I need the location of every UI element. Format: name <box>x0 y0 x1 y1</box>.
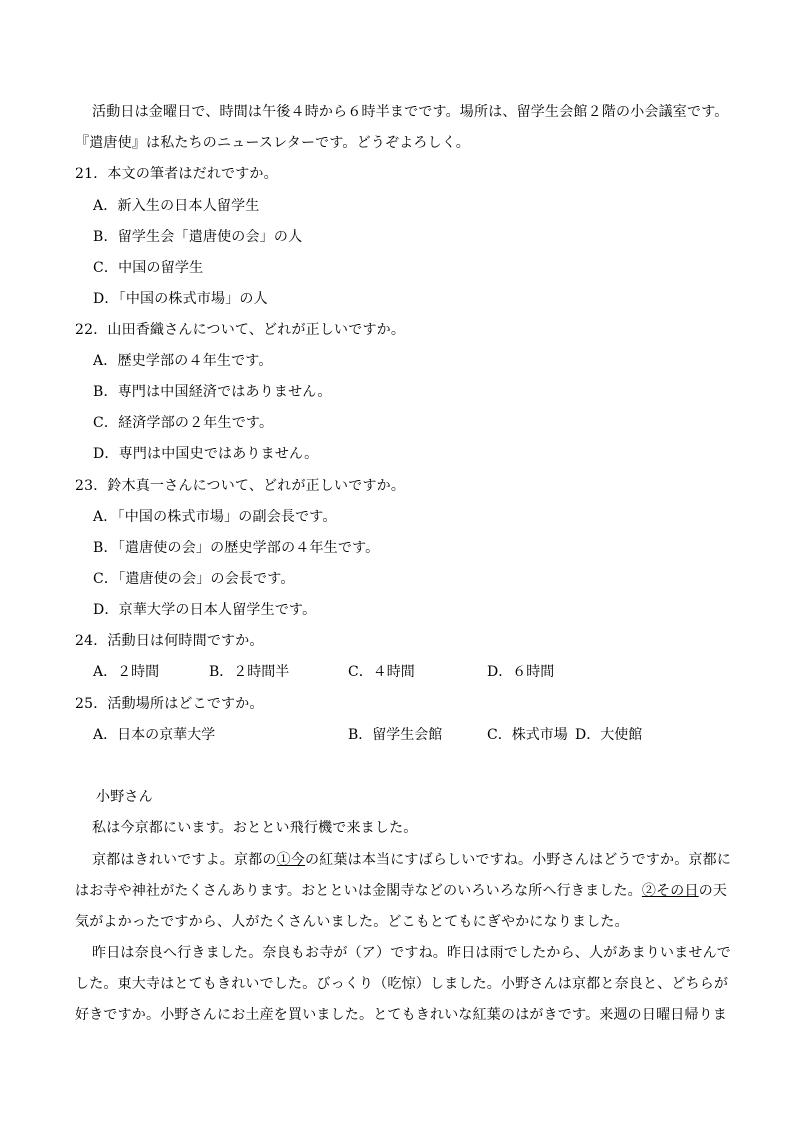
question-25-stem: 25．活動場所はどこですか。 <box>75 696 264 712</box>
question-21-stem: 21．本文の筆者はだれですか。 <box>75 166 278 182</box>
letter-paragraph-1: 私は今京都にいます。おととい飛行機で来ました。 <box>92 820 418 836</box>
letter-text: の紅葉は本当にすばらしいですね。小野さんはどうですか。京都に <box>305 852 732 868</box>
question-25-option-b: B．留学生会館 <box>348 727 443 743</box>
letter-text: はお寺や神社がたくさんあります。おとといは金閣寺などのいろいろな所へ行きました。 <box>75 883 642 899</box>
intro-line-1: 活動日は金曜日で、時間は午後４時から６時半までです。場所は、留学生会館２階の小会議室です。 <box>92 104 729 120</box>
question-24-option-c: C．４時間 <box>348 664 415 680</box>
underlined-mark-2: ②その日 <box>641 883 699 899</box>
question-25-option-d: D．大使館 <box>575 727 643 743</box>
question-22-option-a: A．歴史学部の４年生です。 <box>93 353 273 369</box>
letter-paragraph-2-line-2 <box>75 881 727 901</box>
question-21-option-a: A．新入生の日本人留学生 <box>93 198 260 214</box>
letter-paragraph-3-line-3: 好きですか。小野さんにお土産を買いました。とてもきれいな紅葉のはがきです。来週の日曜日帰りま <box>75 1007 728 1023</box>
question-21-option-c: C．中国の留学生 <box>93 260 204 276</box>
letter-text: の天 <box>698 883 728 899</box>
question-23-option-b: B．「遣唐使の会」の歴史学部の４年生です。 <box>93 540 380 556</box>
question-24-option-b: B．２時間半 <box>209 664 290 680</box>
question-24-stem: 24．活動日は何時間ですか。 <box>75 633 264 649</box>
question-24-option-a: A．２時間 <box>93 664 160 680</box>
question-21-option-d: D．「中国の株式市場」の人 <box>93 291 268 307</box>
letter-salutation: 小野さん <box>96 789 153 805</box>
question-22-option-d: D．専門は中国史ではありません。 <box>93 446 319 462</box>
letter-paragraph-2-line-1 <box>92 850 731 870</box>
underlined-mark-1: ①今 <box>276 852 306 868</box>
question-23-option-c: C．「遣唐使の会」の会長です。 <box>93 571 295 587</box>
question-22-option-b: B．専門は中国経済ではありません。 <box>93 384 332 400</box>
question-22-stem: 22．山田香織さんについて、どれが正しいですか。 <box>75 322 406 338</box>
question-25-option-a: A．日本の京華大学 <box>93 727 216 743</box>
question-22-option-c: C．経済学部の２年生です。 <box>93 415 274 431</box>
question-24-option-d: D．６時間 <box>487 664 555 680</box>
letter-paragraph-3-line-2: した。東大寺はとてもきれいでした。びっくり（吃惊）しました。小野さんは京都と奈良と、どちらが <box>75 976 729 992</box>
question-21-option-b: B．留学生会「遣唐使の会」の人 <box>93 229 303 245</box>
question-25-option-c: C．株式市場 <box>487 727 568 743</box>
intro-line-2: 『遣唐使』は私たちのニュースレターです。どうぞよろしく。 <box>75 135 470 151</box>
question-23-stem: 23．鈴木真一さんについて、どれが正しいですか。 <box>75 478 406 494</box>
letter-text: 京都はきれいですよ。京都の <box>92 852 277 868</box>
letter-paragraph-2-line-3: 気がよかったですから、人がたくさんいました。どこもとてもにぎやかになりました。 <box>75 914 629 930</box>
letter-paragraph-3-line-1: 昨日は奈良へ行きました。奈良もお寺が（ア）ですね。昨日は雨でしたから、人があまりいませんで <box>92 945 731 961</box>
question-23-option-d: D．京華大学の日本人留学生です。 <box>93 602 317 618</box>
question-23-option-a: A．「中国の株式市場」の副会長です。 <box>93 509 337 525</box>
